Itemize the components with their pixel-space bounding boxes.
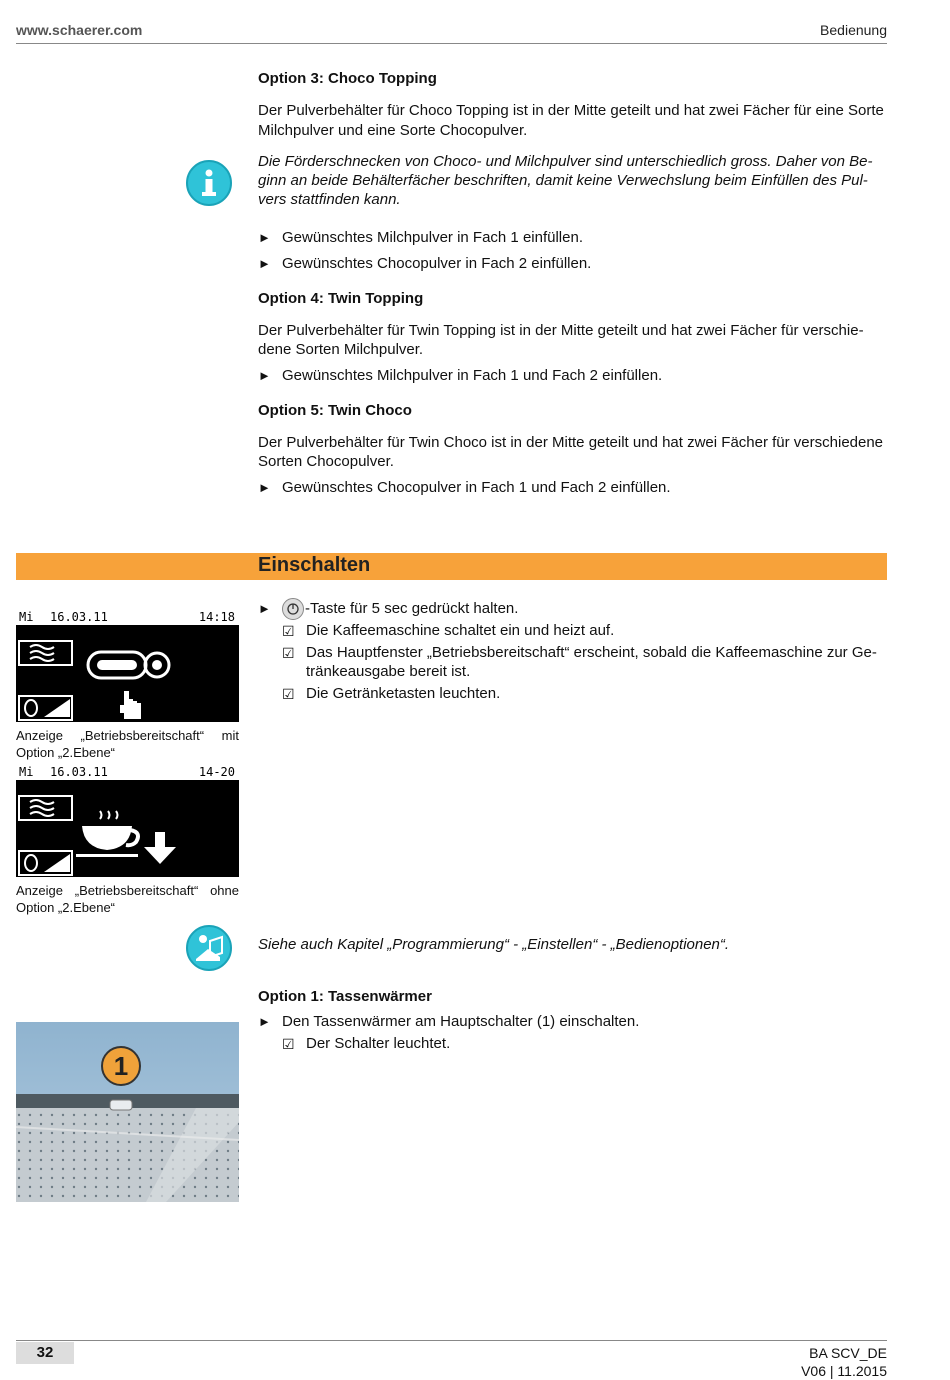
steam-icon: [19, 641, 72, 665]
document-id: BA SCV_DE: [809, 1345, 887, 1361]
arrow-down-icon: [144, 832, 176, 864]
header-rule: [16, 43, 887, 44]
status-bar: [16, 765, 239, 780]
bullet-text: Gewünschtes Chocopulver in Fach 1 und Fach 2 einfüllen.: [282, 479, 671, 496]
display-screen-without-level2: [16, 765, 239, 877]
option4-line1: Der Pulverbehälter für Twin Topping ist in der Mitte geteilt und hat zwei Fächer für verschie-: [258, 322, 864, 339]
arrow-bullet-icon: ►: [258, 368, 271, 383]
status-day: Mi: [19, 765, 34, 779]
footer-rule: [16, 1340, 887, 1341]
coffee-strength-icon: [19, 851, 72, 875]
checkbox-icon: ☑: [282, 1036, 295, 1052]
arrow-bullet-icon: ►: [258, 1014, 271, 1029]
coffee-cup-icon: [76, 811, 138, 857]
arrow-bullet-icon: ►: [258, 256, 271, 271]
option3-info-line2: ginn an beide Behälterfächer beschriften, damit keine Verwechslung beim Einfüllen des Pul-: [258, 172, 868, 189]
option3-info-line3: vers stattfinden kann.: [258, 191, 401, 208]
coffee-strength-icon: [19, 696, 72, 720]
checkbox-icon: ☑: [282, 645, 295, 661]
hand-pointer-icon: [120, 691, 141, 719]
arrow-bullet-icon: ►: [258, 601, 271, 616]
checkbox-icon: ☑: [282, 623, 295, 639]
checkbox-icon: ☑: [282, 686, 295, 702]
option4-line2: dene Sorten Milchpulver.: [258, 341, 424, 358]
see-also-text: Siehe auch Kapitel „Programmierung“ - „Einstellen“ - „Bedienoptionen“.: [258, 936, 730, 953]
bullet-text: Gewünschtes Milchpulver in Fach 1 und Fach 2 einfüllen.: [282, 367, 663, 384]
status-date: 16.03.11: [50, 610, 108, 624]
machine-toggle-icon: [88, 652, 169, 678]
power-button-icon: [282, 598, 304, 620]
screen1-caption: Anzeige „Betriebsbereitschaft“ mit Option „2.Ebene“: [16, 728, 239, 760]
website-url: www.schaerer.com: [16, 22, 143, 38]
option4-title: Option 4: Twin Topping: [258, 290, 424, 307]
step-text: -Taste für 5 sec gedrückt halten.: [305, 600, 519, 617]
status-time: 14:18: [198, 610, 235, 624]
einschalten-result-2-cont: tränkeausgabe bereit ist.: [306, 663, 471, 680]
steam-icon: [19, 796, 72, 820]
section-title: Bedienung: [820, 22, 887, 38]
callout-marker: 1: [101, 1046, 141, 1086]
option1-title: Option 1: Tassenwärmer: [258, 988, 432, 1005]
status-date: 16.03.11: [50, 765, 108, 779]
screen2-caption: Anzeige „Betriebsbereitschaft“ ohne Option „2.Ebene“: [16, 883, 239, 915]
bullet-text: Gewünschtes Milchpulver in Fach 1 einfüllen.: [282, 229, 583, 246]
option5-title: Option 5: Twin Choco: [258, 402, 412, 419]
option3-info-line1: Die Förderschnecken von Choco- und Milchpulver sind unterschiedlich gross. Daher von Be-: [258, 153, 873, 170]
bullet-text: Den Tassenwärmer am Hauptschalter (1) einschalten.: [282, 1013, 640, 1030]
bullet-text: Gewünschtes Chocopulver in Fach 2 einfüllen.: [282, 255, 592, 272]
arrow-bullet-icon: ►: [258, 230, 271, 245]
result-text: Die Getränketasten leuchten.: [306, 685, 501, 702]
result-text: Die Kaffeemaschine schaltet ein und heizt auf.: [306, 622, 615, 639]
display-screen-with-level2: [16, 610, 239, 722]
page-number: 32: [16, 1342, 74, 1364]
result-text: Der Schalter leuchtet.: [306, 1035, 451, 1052]
section-band: [16, 553, 887, 580]
status-bar: [16, 610, 239, 625]
result-text: Das Hauptfenster „Betriebsbereitschaft“ erscheint, sobald die Kaffeemaschine zur Ge-: [306, 644, 877, 661]
option3-text: Der Pulverbehälter für Choco Topping ist in der Mitte geteilt und hat zwei Fächer für eine Sorte Milchpulver und eine Sorte Chocopulver.: [258, 102, 884, 139]
info-icon: [186, 160, 232, 206]
document-version: V06 | 11.2015: [801, 1363, 887, 1379]
arrow-bullet-icon: ►: [258, 480, 271, 495]
status-day: Mi: [19, 610, 34, 624]
cup-warmer-photo: [16, 1022, 239, 1202]
manual-reference-icon: [186, 925, 232, 971]
option5-line1: Der Pulverbehälter für Twin Choco ist in der Mitte geteilt und hat zwei Fächer für verschiedene: [258, 434, 884, 451]
option3-title: Option 3: Choco Topping: [258, 70, 437, 87]
option5-line2: Sorten Chocopulver.: [258, 453, 394, 470]
einschalten-title: Einschalten: [258, 554, 371, 576]
status-time: 14-20: [198, 765, 235, 779]
